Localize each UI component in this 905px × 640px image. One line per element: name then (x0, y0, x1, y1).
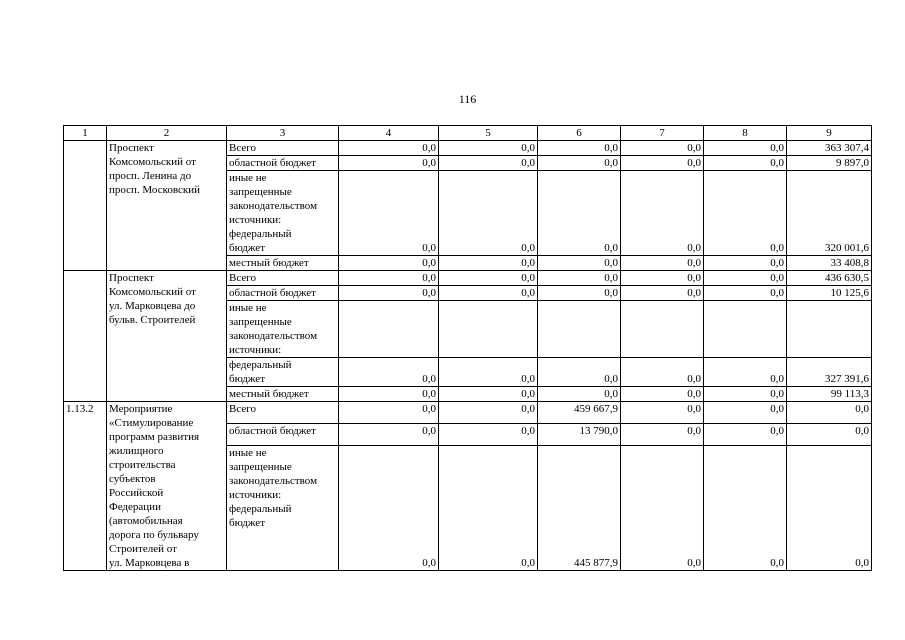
value-cell: 0,0 (538, 387, 621, 402)
funding-source (227, 424, 339, 446)
item-name-line: Проспект (109, 272, 154, 284)
item-name-line: программ развития (109, 431, 200, 443)
value-cell: 0,0 (339, 402, 439, 424)
value-cell: 0,0 (621, 171, 704, 256)
value-cell: 0,0 (439, 141, 538, 156)
funding-source-line: законодательством (229, 475, 318, 488)
col-header: 3 (227, 126, 339, 141)
value-cell: 0,0 (704, 446, 787, 571)
value-cell: 0,0 (339, 286, 439, 301)
value-cell: 0,0 (621, 424, 704, 446)
value-cell: 33 408,8 (787, 256, 872, 271)
funding-source-line: источники: (229, 489, 282, 502)
value-cell: 0,0 (621, 141, 704, 156)
value-cell (704, 301, 787, 358)
value-cell: 0,0 (787, 424, 872, 446)
funding-source-line: местный бюджет (229, 388, 309, 400)
value-cell: 0,0 (439, 156, 538, 171)
funding-source-line: бюджет (229, 517, 265, 530)
header-row (64, 126, 872, 141)
funding-source (227, 301, 339, 358)
value-cell: 327 391,6 (787, 358, 872, 387)
value-cell: 0,0 (704, 286, 787, 301)
value-cell (787, 301, 872, 358)
value-cell: 99 113,3 (787, 387, 872, 402)
value-cell (439, 301, 538, 358)
value-cell: 0,0 (621, 387, 704, 402)
col-header: 5 (439, 126, 538, 141)
value-cell: 0,0 (339, 446, 439, 571)
item-number (64, 271, 107, 402)
funding-source-line: законодательством (229, 330, 318, 342)
item-name-line: Мероприятие (109, 403, 173, 415)
value-cell: 0,0 (704, 387, 787, 402)
item-name-line: строительства (109, 459, 176, 471)
item-name-line: субъектов (109, 473, 156, 485)
funding-source-line: федеральный (229, 359, 292, 371)
funding-source-line: бюджет (229, 373, 265, 385)
funding-source-line: иные не (229, 172, 267, 184)
funding-source (227, 141, 339, 156)
value-cell: 0,0 (339, 256, 439, 271)
value-cell: 0,0 (339, 424, 439, 446)
col-header: 9 (787, 126, 872, 141)
funding-source-line: областной бюджет (229, 157, 316, 169)
value-cell: 9 897,0 (787, 156, 872, 171)
funding-source (227, 156, 339, 171)
budget-table (63, 125, 872, 571)
value-cell: 0,0 (704, 424, 787, 446)
item-name-line: Российской (109, 487, 164, 499)
item-name-line: дорога по бульвару (109, 529, 199, 541)
value-cell: 0,0 (538, 171, 621, 256)
funding-source-line: Всего (229, 272, 256, 284)
value-cell: 0,0 (538, 271, 621, 286)
page-number: 116 (458, 92, 477, 106)
value-cell: 0,0 (704, 402, 787, 424)
value-cell: 0,0 (538, 286, 621, 301)
col-header: 1 (64, 126, 107, 141)
funding-source-line: законодательством (229, 200, 318, 212)
funding-source-line: запрещенные (229, 186, 292, 198)
item-name-line: ул. Марковцева в (109, 557, 190, 569)
item-name (107, 402, 227, 571)
item-name-line: просп. Ленина до (109, 170, 192, 182)
value-cell: 0,0 (621, 286, 704, 301)
value-cell: 363 307,4 (787, 141, 872, 156)
value-cell (538, 301, 621, 358)
value-cell: 0,0 (339, 141, 439, 156)
item-name (107, 141, 227, 271)
value-cell: 0,0 (439, 271, 538, 286)
value-cell: 436 630,5 (787, 271, 872, 286)
item-number (64, 141, 107, 271)
item-name-line: просп. Московский (109, 184, 201, 196)
value-cell: 0,0 (439, 402, 538, 424)
value-cell: 0,0 (538, 141, 621, 156)
col-header: 4 (339, 126, 439, 141)
item-name-line: Строителей от (109, 543, 177, 555)
value-cell: 0,0 (538, 358, 621, 387)
funding-source-line: федеральный (229, 228, 292, 240)
value-cell: 0,0 (704, 171, 787, 256)
value-cell: 320 001,6 (787, 171, 872, 256)
value-cell: 0,0 (439, 358, 538, 387)
funding-source-line: иные не (229, 447, 267, 460)
value-cell: 0,0 (704, 156, 787, 171)
funding-source-line: бюджет (229, 242, 265, 254)
value-cell: 0,0 (339, 171, 439, 256)
funding-source (227, 402, 339, 424)
col-header: 8 (704, 126, 787, 141)
value-cell: 0,0 (621, 402, 704, 424)
table-row (64, 402, 872, 424)
value-cell: 0,0 (704, 358, 787, 387)
funding-source-line: запрещенные (229, 461, 292, 474)
value-cell: 0,0 (439, 446, 538, 571)
value-cell: 0,0 (339, 358, 439, 387)
value-cell: 0,0 (538, 156, 621, 171)
funding-source-line: областной бюджет (229, 425, 316, 438)
value-cell: 459 667,9 (538, 402, 621, 424)
col-header: 7 (621, 126, 704, 141)
item-name-line: Федерации (109, 501, 161, 513)
item-name-line: ул. Марковцева до (109, 300, 196, 312)
value-cell: 0,0 (339, 271, 439, 286)
funding-source-line: запрещенные (229, 316, 292, 328)
col-header: 2 (107, 126, 227, 141)
value-cell: 0,0 (439, 424, 538, 446)
value-cell: 0,0 (439, 286, 538, 301)
value-cell: 10 125,6 (787, 286, 872, 301)
value-cell: 0,0 (621, 271, 704, 286)
funding-source-line: иные не (229, 302, 267, 314)
funding-source-line: Всего (229, 142, 256, 154)
item-name-line: «Стимулирование (109, 417, 194, 429)
value-cell: 0,0 (621, 358, 704, 387)
funding-source (227, 387, 339, 402)
value-cell (339, 301, 439, 358)
col-header: 6 (538, 126, 621, 141)
table-row (64, 271, 872, 286)
funding-source-line: местный бюджет (229, 257, 309, 269)
item-name-line: Комсомольский от (109, 286, 196, 298)
item-name-line: бульв. Строителей (109, 314, 196, 326)
value-cell: 0,0 (787, 402, 872, 424)
funding-source-line: Всего (229, 403, 256, 415)
value-cell: 0,0 (621, 446, 704, 571)
item-name (107, 271, 227, 402)
funding-source (227, 358, 339, 387)
value-cell: 0,0 (538, 256, 621, 271)
value-cell: 0,0 (339, 156, 439, 171)
item-name-line: (автомобильная (109, 515, 183, 527)
value-cell: 0,0 (439, 387, 538, 402)
value-cell: 0,0 (621, 256, 704, 271)
value-cell: 0,0 (704, 271, 787, 286)
funding-source-line: источники: (229, 214, 282, 226)
table-row (64, 141, 872, 156)
funding-source-line: федеральный (229, 503, 292, 516)
funding-source (227, 286, 339, 301)
funding-source (227, 446, 339, 571)
value-cell: 0,0 (439, 256, 538, 271)
funding-source-line: областной бюджет (229, 287, 316, 299)
value-cell: 0,0 (621, 156, 704, 171)
funding-source (227, 171, 339, 256)
value-cell (621, 301, 704, 358)
funding-source-line: источники: (229, 344, 282, 356)
item-name-line: Комсомольский от (109, 156, 196, 168)
value-cell: 13 790,0 (538, 424, 621, 446)
item-name-line: Проспект (109, 142, 154, 154)
funding-source (227, 271, 339, 286)
item-name-line: жилищного (109, 445, 164, 457)
value-cell: 0,0 (439, 171, 538, 256)
value-cell: 445 877,9 (538, 446, 621, 571)
value-cell: 0,0 (704, 256, 787, 271)
value-cell: 0,0 (787, 446, 872, 571)
value-cell: 0,0 (339, 387, 439, 402)
funding-source (227, 256, 339, 271)
item-number: 1.13.2 (64, 402, 107, 571)
value-cell: 0,0 (704, 141, 787, 156)
